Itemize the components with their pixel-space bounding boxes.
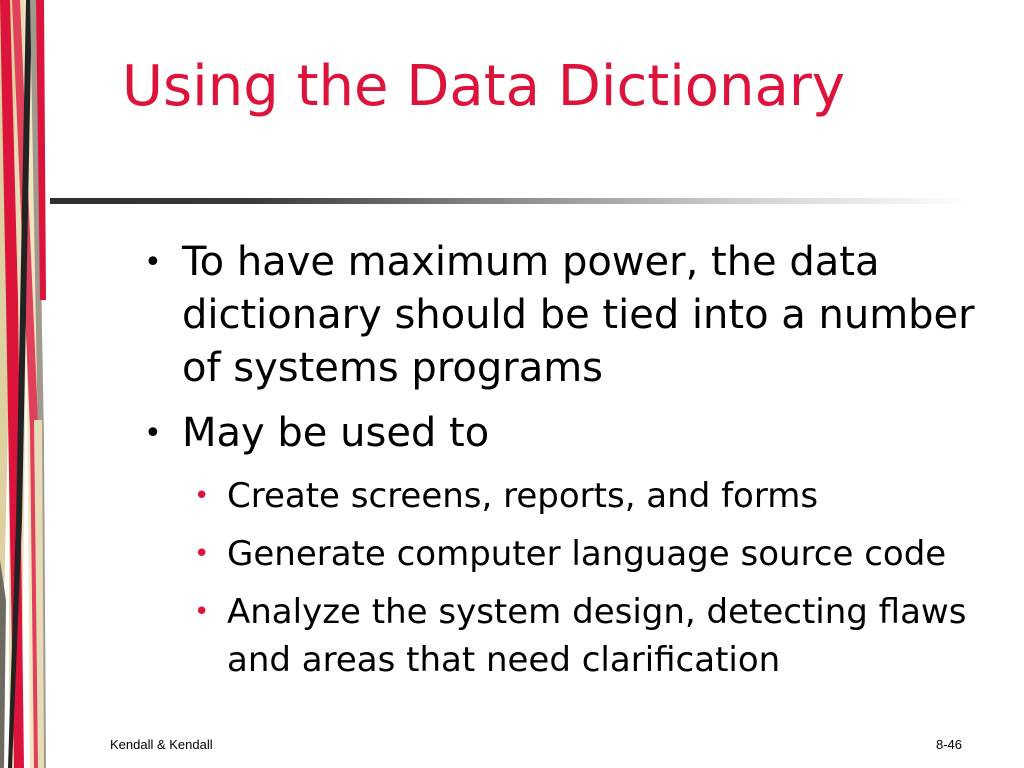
- bullet-dot-icon: •: [144, 416, 162, 451]
- bullet-text: To have maximum power, the data dictionary should be tied into a number of systems programs: [182, 239, 975, 391]
- sub-bullet-text: Generate computer language source code: [227, 534, 947, 574]
- footer-author: Kendall & Kendall: [110, 737, 213, 752]
- footer-page-number: 8-46: [935, 737, 962, 752]
- sub-bullet-item: [140, 472, 1000, 520]
- title-divider: [50, 198, 970, 204]
- slide-title: Using the Data Dictionary: [122, 54, 845, 119]
- bullet-dot-icon: •: [144, 245, 162, 280]
- bullet-list: [140, 236, 1000, 694]
- sub-bullet-dot-icon: •: [194, 539, 210, 569]
- sub-bullet-dot-icon: •: [194, 597, 210, 627]
- sub-bullet-text: Create screens, reports, and forms: [227, 476, 819, 516]
- sub-bullet-dot-icon: •: [194, 481, 210, 511]
- sub-bullet-text: Analyze the system design, detecting flaws and areas that need clarification: [227, 592, 967, 680]
- left-decorative-stripes: [0, 0, 48, 768]
- sub-bullet-item: [140, 588, 1000, 684]
- bullet-item: [140, 407, 1000, 460]
- bullet-text: May be used to: [182, 410, 490, 456]
- sub-bullet-item: [140, 530, 1000, 578]
- bullet-item: [140, 236, 1000, 395]
